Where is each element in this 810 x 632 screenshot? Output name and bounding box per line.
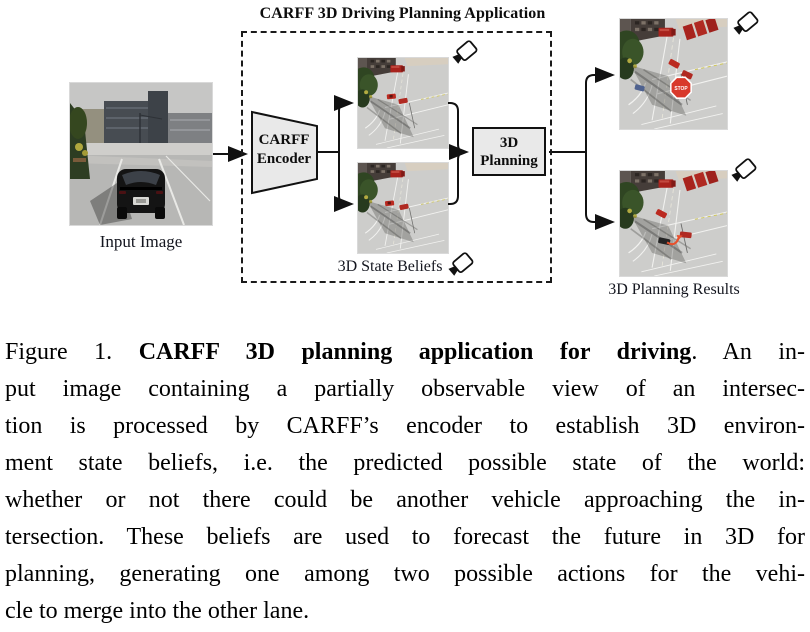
camera-icon xyxy=(449,35,483,69)
belief-image-2 xyxy=(358,163,448,253)
caption-line: put image containing a partially observable view of an intersec- xyxy=(5,376,805,402)
planning-box: 3D Planning xyxy=(472,127,546,176)
caption-line: ment state beliefs, i.e. the predicted possible state of the world: xyxy=(5,450,805,476)
stop-sign xyxy=(671,77,691,98)
caption-line: planning, generating one among two possible actions for the vehi- xyxy=(5,561,805,587)
result-image-stop xyxy=(620,19,727,129)
belief-image-1 xyxy=(358,58,448,148)
caption-line: cle to merge into the other lane. xyxy=(5,598,310,624)
black-car xyxy=(117,169,165,219)
planning-results-label: 3D Planning Results xyxy=(608,281,740,298)
caption-line: tersection. These beliefs are used to forecast the future in 3D for xyxy=(5,524,805,550)
svg-text:STOP: STOP xyxy=(674,85,688,92)
input-image xyxy=(70,83,212,225)
camera-icon xyxy=(728,153,762,187)
caption-line: whether or not there could be another vehicle approaching the in- xyxy=(5,487,805,513)
result-image-merge xyxy=(620,171,727,276)
figure-caption xyxy=(5,334,805,630)
camera-icon xyxy=(730,6,764,40)
figure-diagram-title: CARFF 3D Driving Planning Application xyxy=(259,5,546,22)
carff-encoder-label: CARFF Encoder xyxy=(256,132,312,167)
caption-line: Figure 1. CARFF 3D planning application for driving. An in- xyxy=(5,339,805,365)
state-beliefs-label: 3D State Beliefs xyxy=(337,258,443,275)
caption-line: tion is processed by CARFF’s encoder to establish 3D environ- xyxy=(5,413,805,439)
input-image-label: Input Image xyxy=(99,232,183,251)
